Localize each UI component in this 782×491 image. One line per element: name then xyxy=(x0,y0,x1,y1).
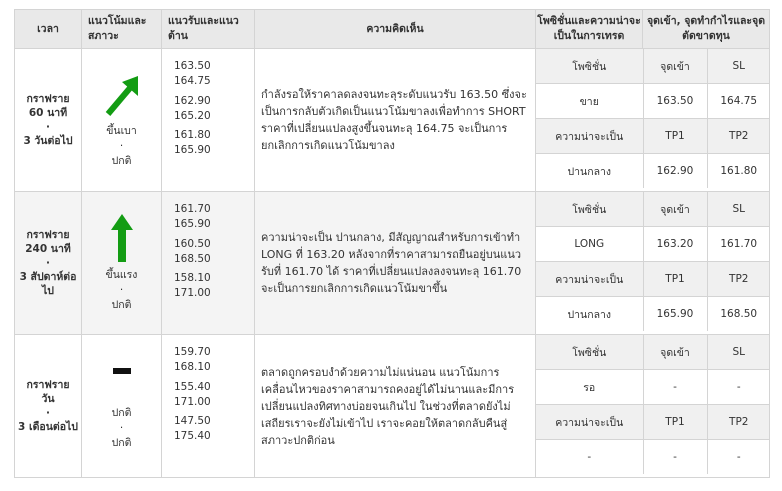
grid-cell: ปานกลาง xyxy=(536,154,643,189)
trend-cell xyxy=(82,49,162,192)
grid-cell: 163.20 xyxy=(643,227,707,262)
separator-dot: · xyxy=(46,407,50,419)
grid-cell: TP1 xyxy=(643,262,707,297)
timeframe-label: กราฟราย xyxy=(26,229,70,241)
header-row xyxy=(15,10,770,49)
trend-cell xyxy=(82,192,162,335)
grid-row xyxy=(536,405,770,440)
grid-cell: - xyxy=(536,440,643,475)
resistance-value: 168.10 xyxy=(174,361,211,373)
grid-cell: 164.75 xyxy=(707,84,770,119)
level-pair xyxy=(174,128,254,163)
grid-row xyxy=(536,119,770,154)
support-value: 160.50 xyxy=(174,237,211,250)
grid-cell: 168.50 xyxy=(707,297,770,332)
trade-grid xyxy=(536,335,770,474)
separator-dot: · xyxy=(46,257,50,269)
trade-signal-table xyxy=(14,9,770,478)
grid-cell: - xyxy=(707,370,770,405)
table-row xyxy=(15,49,770,192)
timeframe-label: กราฟราย xyxy=(26,93,70,105)
timeframe-cell xyxy=(15,335,82,478)
arrow-up-icon xyxy=(110,214,134,264)
trend-cell xyxy=(82,335,162,478)
grid-row xyxy=(536,227,770,262)
level-pair xyxy=(174,237,254,272)
resistance-value: 165.90 xyxy=(174,144,211,156)
table-row xyxy=(15,335,770,478)
grid-cell: โพซิชั่น xyxy=(536,192,643,227)
trend-strength: ขึ้นเบา xyxy=(106,124,137,137)
trend-strength: ปกติ xyxy=(111,406,132,419)
trade-grid-cell xyxy=(536,49,770,192)
grid-row xyxy=(536,84,770,119)
grid-cell: SL xyxy=(707,192,770,227)
market-condition: ปกติ xyxy=(111,154,132,167)
level-pair xyxy=(174,345,254,380)
support-value: 147.50 xyxy=(174,415,211,427)
grid-cell: TP1 xyxy=(643,405,707,440)
market-condition: ปกติ xyxy=(111,436,132,449)
grid-cell: TP2 xyxy=(707,262,770,297)
level-pair xyxy=(174,271,254,306)
grid-row xyxy=(536,440,770,475)
grid-cell: SL xyxy=(707,49,770,84)
grid-cell: ความน่าจะเป็น xyxy=(536,262,643,297)
levels-cell xyxy=(162,49,255,192)
timeframe-period: วัน xyxy=(41,393,55,405)
grid-row xyxy=(536,192,770,227)
table-row xyxy=(15,192,770,335)
level-pair xyxy=(174,414,254,449)
levels-cell xyxy=(162,192,255,335)
grid-cell: 161.70 xyxy=(707,227,770,262)
support-value: 159.70 xyxy=(174,346,211,358)
timeframe-horizon: 3 สัปดาห์ต่อไป xyxy=(19,271,77,297)
grid-row xyxy=(536,49,770,84)
grid-cell: - xyxy=(643,440,707,475)
header-targets: จุดเข้า, จุดทำกำไรและจุดตัดขาดทุน xyxy=(643,10,770,49)
grid-cell: 161.80 xyxy=(707,154,770,189)
trade-grid-cell xyxy=(536,335,770,478)
header-position: โพซิชั่นและความน่าจะเป็นในการเทรด xyxy=(536,10,643,49)
support-value: 162.90 xyxy=(174,94,211,107)
grid-cell: TP2 xyxy=(707,405,770,440)
trade-grid-cell xyxy=(536,192,770,335)
grid-cell: โพซิชั่น xyxy=(536,335,643,370)
timeframe-cell xyxy=(15,192,82,335)
header-time: เวลา xyxy=(15,10,82,49)
comment-cell: ตลาดถูกครอบงำด้วยความไม่แน่นอน แนวโน้มการเคลื่อนไหวของราคาสามารถคงอยู่ได้ไม่นานและมีการเปลี่ยนแปลงทิศทางบ่อยจนเกินไป ในช่วงที่ตลาดยังไม่เสถียรเราจะยังไม่เข้าไป เราจะคอยให้ตลาดกลับคืนสู่สภาวะปกติก่อน xyxy=(255,335,536,478)
grid-cell: SL xyxy=(707,335,770,370)
grid-cell: LONG xyxy=(536,227,643,262)
grid-cell: - xyxy=(643,370,707,405)
grid-cell: รอ xyxy=(536,370,643,405)
level-pair xyxy=(174,94,254,129)
grid-cell: ความน่าจะเป็น xyxy=(536,119,643,154)
header-comment: ความคิดเห็น xyxy=(255,10,536,49)
header-trend: แนวโน้มและสภาวะ xyxy=(82,10,162,49)
support-value: 161.70 xyxy=(174,203,211,215)
grid-cell: 165.90 xyxy=(643,297,707,332)
grid-cell: ความน่าจะเป็น xyxy=(536,405,643,440)
market-condition: ปกติ xyxy=(111,298,132,311)
grid-row xyxy=(536,154,770,189)
comment-cell: ความน่าจะเป็น ปานกลาง, มีสัญญาณสำหรับการเข้าทำ LONG ที่ 163.20 หลังจากที่ราคาสามารถยืนอยู่บนแนวรับที่ 161.70 ได้ ราคาที่เปลี่ยนแปลงลงจนทะลุ 161.70 จะเป็นการยกเลิกการเกิดแนวโน้มขาขึ้น xyxy=(255,192,536,335)
support-value: 155.40 xyxy=(174,380,211,393)
grid-cell: TP2 xyxy=(707,119,770,154)
grid-row xyxy=(536,335,770,370)
resistance-value: 165.90 xyxy=(174,218,211,230)
comment-cell: กำลังรอให้ราคาลดลงจนทะลุระดับแนวรับ 163.50 ซึ่งจะเป็นการกลับตัวเกิดเป็นแนวโน้มขาลงเพื่อทำการ SHORT ราคาที่เปลี่ยนแปลงสูงขึ้นจนทะลุ 164.75 จะเป็นการยกเลิกการเกิดแนวโน้มขาลง xyxy=(255,49,536,192)
grid-cell: จุดเข้า xyxy=(643,192,707,227)
grid-row xyxy=(536,262,770,297)
timeframe-label: กราฟราย xyxy=(26,379,70,391)
grid-row xyxy=(536,370,770,405)
separator-dot: · xyxy=(119,139,124,152)
trade-grid xyxy=(536,192,770,331)
grid-cell: 162.90 xyxy=(643,154,707,189)
grid-row xyxy=(536,297,770,332)
resistance-value: 165.20 xyxy=(174,109,211,122)
separator-dot: · xyxy=(119,421,124,434)
grid-cell: โพซิชั่น xyxy=(536,49,643,84)
timeframe-horizon: 3 วันต่อไป xyxy=(23,135,73,147)
trend-strength: ขึ้นแรง xyxy=(105,268,138,281)
timeframe-horizon: 3 เดือนต่อไป xyxy=(18,421,78,433)
arrow-up-right-icon xyxy=(102,72,142,120)
grid-cell: ปานกลาง xyxy=(536,297,643,332)
grid-cell: จุดเข้า xyxy=(643,49,707,84)
resistance-value: 171.00 xyxy=(174,287,211,299)
timeframe-period: 60 นาที xyxy=(28,107,68,119)
separator-dot: · xyxy=(119,283,124,296)
timeframe-period: 240 นาที xyxy=(25,243,71,255)
support-value: 161.80 xyxy=(174,129,211,141)
trade-grid xyxy=(536,49,770,188)
support-value: 163.50 xyxy=(174,60,211,72)
level-pair xyxy=(174,380,254,415)
flat-dash-icon xyxy=(111,362,133,402)
grid-cell: TP1 xyxy=(643,119,707,154)
resistance-value: 164.75 xyxy=(174,75,211,87)
levels-cell xyxy=(162,335,255,478)
header-levels: แนวรับและแนวต้าน xyxy=(162,10,255,49)
resistance-value: 175.40 xyxy=(174,430,211,442)
grid-cell: จุดเข้า xyxy=(643,335,707,370)
level-pair xyxy=(174,59,254,94)
resistance-value: 168.50 xyxy=(174,252,211,265)
resistance-value: 171.00 xyxy=(174,395,211,408)
grid-cell: ขาย xyxy=(536,84,643,119)
level-pair xyxy=(174,202,254,237)
support-value: 158.10 xyxy=(174,272,211,284)
timeframe-cell xyxy=(15,49,82,192)
grid-cell: 163.50 xyxy=(643,84,707,119)
grid-cell: - xyxy=(707,440,770,475)
separator-dot: · xyxy=(46,121,50,133)
